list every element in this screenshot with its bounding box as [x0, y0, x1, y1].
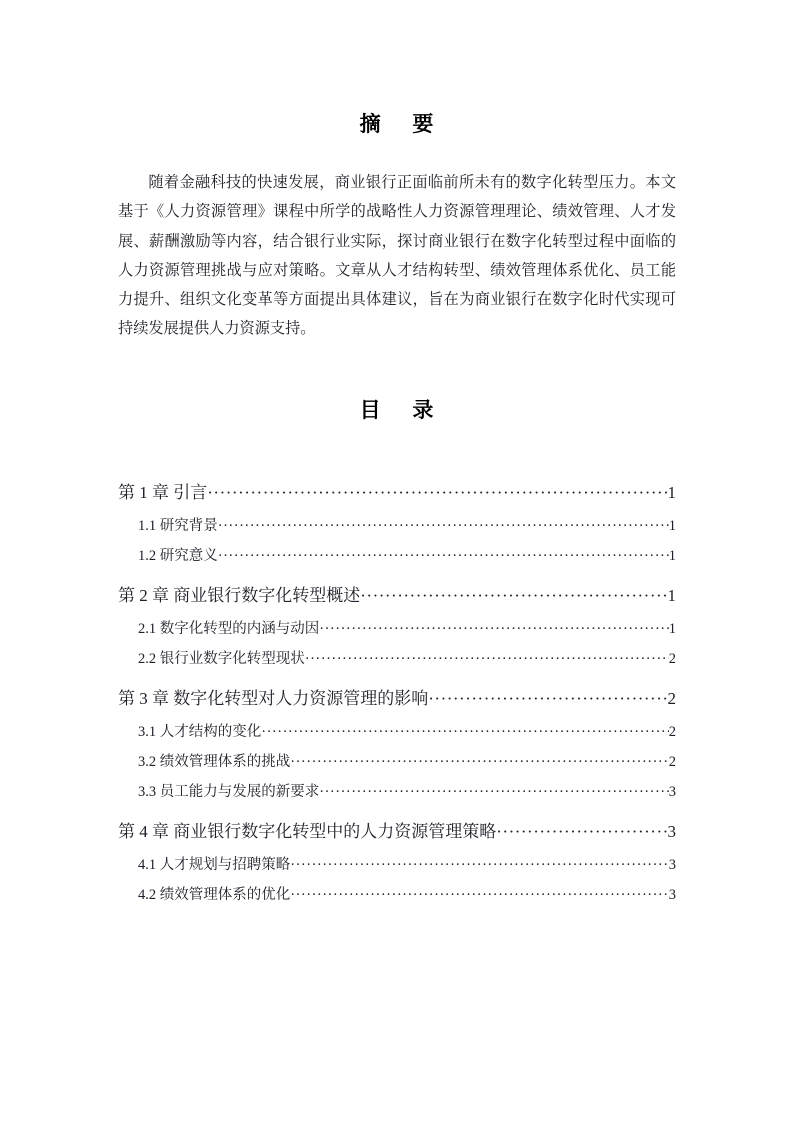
toc-entry-title: 4.2 绩效管理体系的优化 [138, 887, 291, 903]
toc-entry-title: 1.2 研究意义 [138, 548, 218, 564]
toc-section-entry[interactable] [138, 517, 676, 535]
abstract-heading-char-1: 摘 [359, 113, 381, 136]
toc-entry-page-number: 1 [668, 518, 676, 534]
toc-section-entry[interactable] [138, 886, 676, 904]
toc-entry-page-number: 1 [667, 586, 676, 605]
toc-chapter-entry[interactable] [118, 585, 676, 606]
toc-heading-char-2: 录 [412, 399, 434, 422]
toc-entry-title: 2.1 数字化转型的内涵与动因 [138, 621, 320, 637]
toc-entry-page-number: 1 [667, 483, 676, 502]
toc-section-entry[interactable] [138, 547, 676, 565]
toc-dot-leader [319, 785, 669, 800]
toc-dot-leader [305, 652, 669, 667]
toc-section-entry[interactable] [138, 650, 676, 668]
toc-entry-title: 2.2 银行业数字化转型现状 [138, 651, 305, 667]
toc-section-entry[interactable] [138, 856, 676, 874]
toc-entry-title: 3.1 人才结构的变化 [138, 724, 262, 740]
toc-entry-title: 4.1 人才规划与招聘策略 [138, 857, 291, 873]
toc-entry-page-number: 2 [668, 724, 676, 740]
toc-dot-leader [207, 484, 667, 501]
toc-entry-page-number: 3 [668, 887, 676, 903]
toc-entry-title: 第 4 章 商业银行数字化转型中的人力资源管理策略 [118, 822, 497, 841]
toc-entry-title: 第 3 章 数字化转型对人力资源管理的影响 [118, 689, 429, 708]
toc-entry-title: 1.1 研究背景 [138, 518, 218, 534]
toc-entry-page-number: 2 [668, 754, 676, 770]
toc-heading-char-1: 目 [359, 399, 381, 422]
abstract-body-text: 随着金融科技的快速发展，商业银行正面临前所未有的数字化转型压力。本文基于《人力资源管理》课程中所学的战略性人力资源管理理论、绩效管理、人才发展、薪酬激励等内容，结合银行业实际，探讨商业银行在数字化转型过程中面临的人力资源管理挑战与应对策略。文章从人才结构转型、绩效管理体系优化、员工能力提升、组织文化变革等方面提出具体建议，旨在为商业银行在数字化时代实现可持续发展提供人力资源支持。 [118, 174, 676, 338]
toc-dot-leader [319, 622, 669, 637]
toc-chapter-entry[interactable] [118, 688, 676, 709]
abstract-heading-char-2: 要 [412, 113, 434, 136]
toc-section-entry[interactable] [138, 753, 676, 771]
toc-section-entry[interactable] [138, 783, 676, 801]
toc-entry-title: 第 1 章 引言 [118, 483, 208, 502]
toc-dot-leader [290, 888, 669, 903]
toc-entry-page-number: 3 [668, 857, 676, 873]
toc-dot-leader [360, 587, 667, 604]
toc-entry-page-number: 2 [668, 651, 676, 667]
toc-dot-leader [218, 519, 669, 534]
toc-dot-leader [218, 549, 669, 564]
toc-dot-leader [428, 690, 667, 707]
toc-entry-title: 3.2 绩效管理体系的挑战 [138, 754, 291, 770]
toc-entry-page-number: 2 [667, 689, 676, 708]
toc-entry-title: 第 2 章 商业银行数字化转型概述 [118, 586, 361, 605]
toc-section-entry[interactable] [138, 723, 676, 741]
abstract-heading [0, 108, 793, 138]
toc-dot-leader [496, 823, 667, 840]
toc-chapter-entry[interactable] [118, 821, 676, 842]
toc-dot-leader [261, 725, 669, 740]
toc-chapter-entry[interactable] [118, 482, 676, 503]
toc-entry-page-number: 3 [667, 822, 676, 841]
table-of-contents [118, 482, 676, 904]
toc-section-entry[interactable] [138, 620, 676, 638]
toc-dot-leader [290, 858, 669, 873]
toc-entry-page-number: 1 [668, 548, 676, 564]
toc-entry-page-number: 1 [668, 621, 676, 637]
toc-dot-leader [290, 755, 669, 770]
toc-entry-title: 3.3 员工能力与发展的新要求 [138, 784, 320, 800]
toc-entry-page-number: 3 [668, 784, 676, 800]
toc-heading [0, 394, 793, 424]
